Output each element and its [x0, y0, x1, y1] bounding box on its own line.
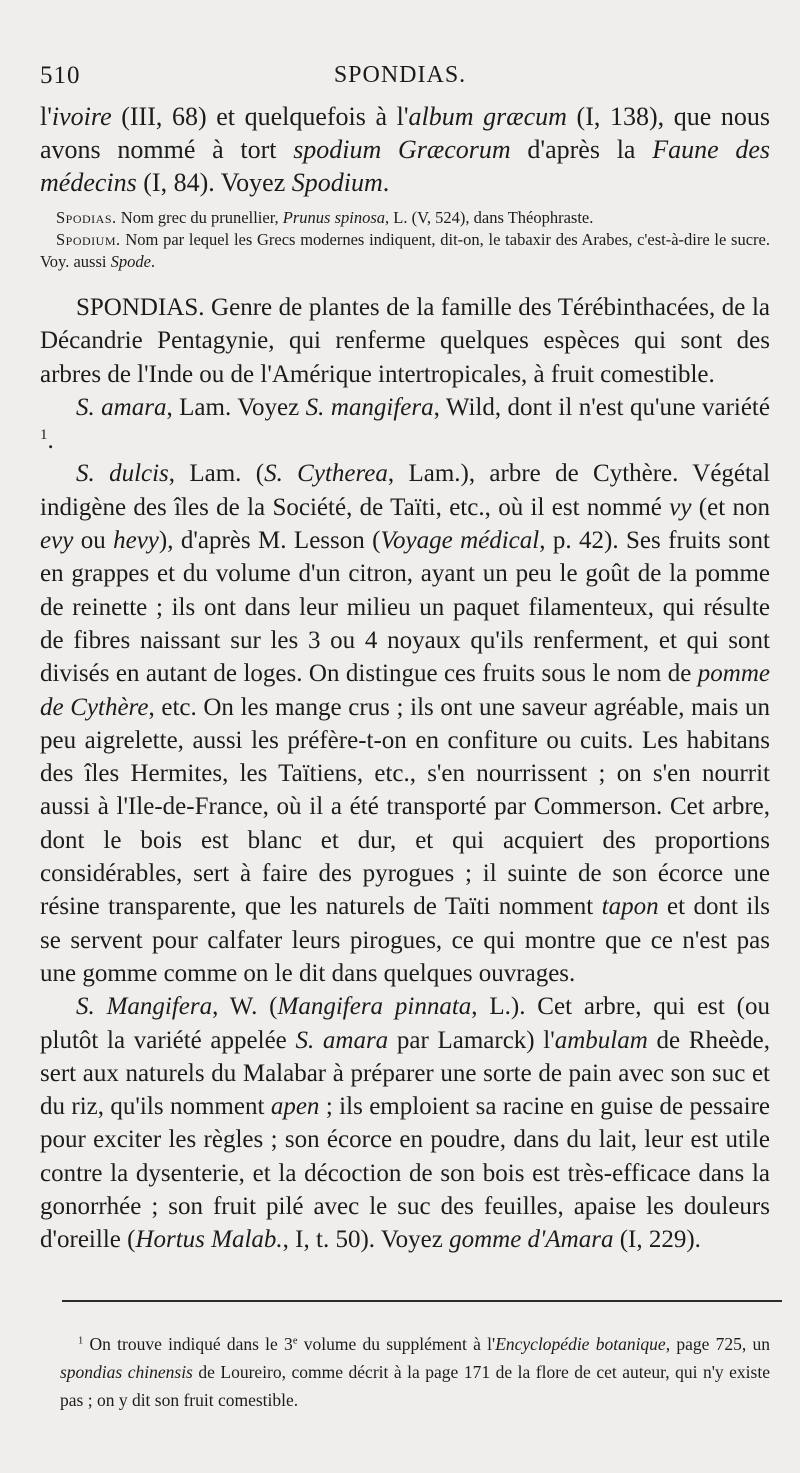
entry-s-dulcis: S. dulcis, Lam. (S. Cytherea, Lam.), arbre de Cythère. Végétal indigène des îles de la Société, de Taïti, etc., où il est nommé vy (et non evy ou hevy), d'après M. Lesson (Voyage médical, p. 42). Ses fruits sont en grappes et du volume d'un citron, ayant un peu le goût de la pomme de reinette ; ils ont dans leur milieu un paquet filamenteux, qui résulte de fibres naissant sur les 3 ou 4 noyaux qu'ils renferment, et qui sont divisés en autant de loges. On distingue ces fruits sous le nom de pomme de Cythère, etc. On les mange crus ; ils ont une saveur agréable, mais un peu aigrelette, aussi les préfère-t-on en confiture ou cuits. Les habitans des îles Hermites, les Taïtiens, etc., s'en nourrissent ; on s'en nourrit aussi à l'Ile-de-France, où il a été transporté par Commerson. Cet arbre, dont le bois est blanc et dur, et qui acquiert des proportions considérables, sert à faire des pyrogues ; il suinte de son écorce une résine transparente, que les naturels de Taïti nomment tapon et dont ils se servent pour calfater leurs pirogues, ce qui montre que ce n'est pas une gomme comme on le dit dans quelques ouvrages.	[40, 460, 771, 987]
page-header	[40, 62, 760, 94]
note-spodias: Spodias. Nom grec du prunellier, Prunus spinosa, L. (V, 524), dans Théophraste.	[56, 208, 594, 227]
footnote	[60, 1330, 770, 1414]
cross-reference-notes	[40, 207, 770, 273]
footnote-divider	[62, 1300, 782, 1302]
page-body	[40, 100, 770, 1257]
entry-s-mangifera: S. Mangifera, W. (Mangifera pinnata, L.). Cet arbre, qui est (ou plutôt la variété appelée S. amara par Lamarck) l'ambulam de Rheède, sert aux naturels du Malabar à préparer une sorte de pain avec son suc et du riz, qu'ils nomment apen ; ils emploient sa racine en guise de pessaire pour exciter les règles ; son écorce en poudre, dans du lait, leur est utile contre la dysenterie, et la décoction de son bois est très-efficace dans la gonorrhée ; son fruit pilé avec le suc des feuilles, apaise les douleurs d'oreille (Hortus Malab., I, t. 50). Voyez gomme d'Amara (I, 229).	[40, 993, 771, 1254]
entry-s-amara: S. amara, Lam. Voyez S. mangifera, Wild, dont il n'est qu'une variété $^1$.	[40, 393, 770, 455]
running-title: SPONDIAS.	[333, 62, 467, 88]
note-spodium: Spodium. Nom par lequel les Grecs modernes indiquent, dit-on, le tabaxir des Arabes, c'est-à-dire le sucre. Voy. aussi Spode.	[40, 230, 770, 271]
entry-definition: SPONDIAS. Genre de plantes de la famille des Térébinthacées, de la Décandrie Pentagynie, qui renferme quelques espèces qui sont des arbres de l'Inde ou de l'Amérique intertropicales, à fruit comestible.	[40, 294, 770, 388]
page-number: 510	[40, 62, 81, 89]
footnote-ref: 1	[40, 427, 48, 444]
footnote-mark: 1	[78, 1335, 84, 1347]
entry-spondias	[40, 291, 770, 1257]
continued-paragraph: l'ivoire (III, 68) et quelquefois à l'album græcum (I, 138), que nous avons nommé à tort spodium Græcorum d'après la Faune des médecins (I, 84). Voyez Spodium.	[40, 102, 770, 197]
footnote-text: $^1$ On trouve indiqué dans le 3e volume du supplément à l'Encyclopédie botanique, page 725, un spondias chinensis de Loureiro, comme décrit à la page 171 de la flore de cet auteur, qui n'y existe pas ; on y dit son fruit comestible.	[60, 1334, 770, 1410]
